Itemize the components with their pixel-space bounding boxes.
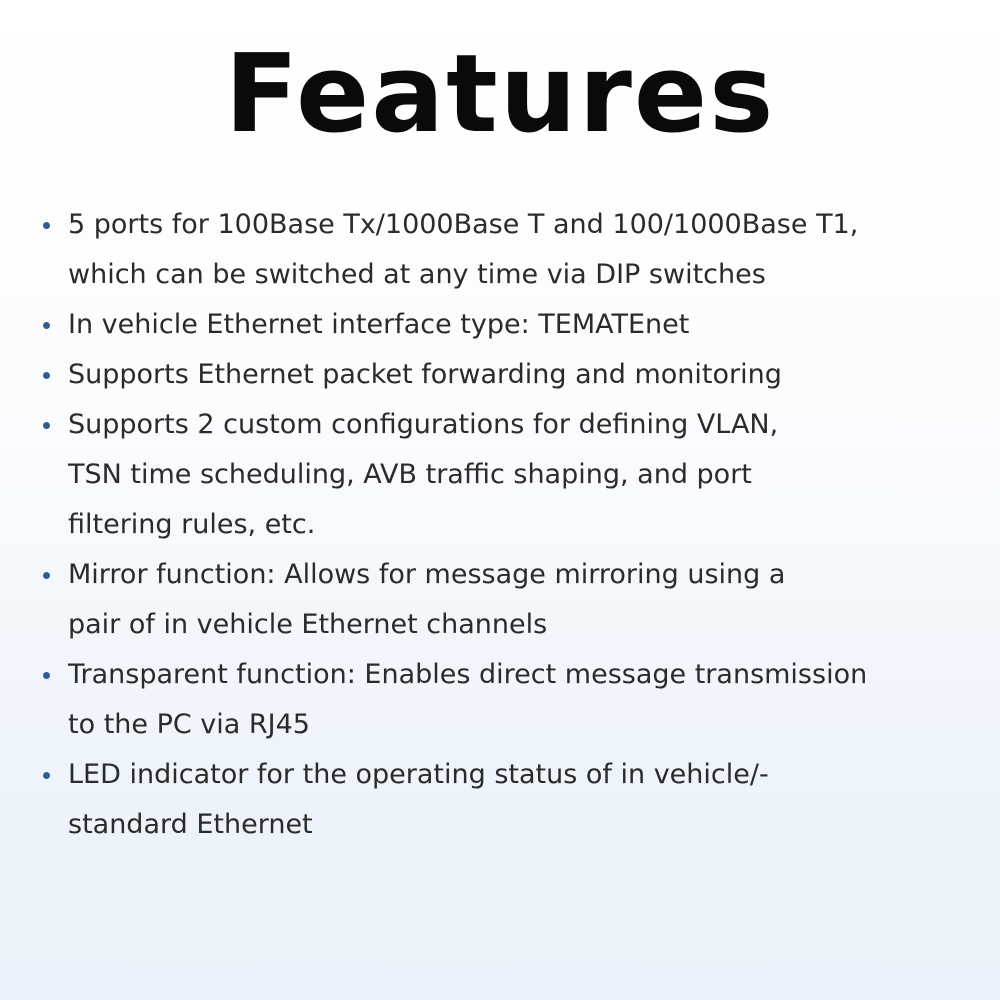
page-title: Features [224,32,776,157]
feature-text-line: filtering rules, etc. [68,509,316,540]
bullet-dot-icon [43,772,50,779]
feature-text-line: pair of in vehicle Ethernet channels [68,609,548,640]
feature-item [40,400,970,550]
bullet-dot-icon [43,372,50,379]
bullet-dot-icon [43,422,50,429]
feature-item [40,200,970,300]
bullet-dot-icon [43,572,50,579]
bullet-dot-icon [43,322,50,329]
features-list [40,200,970,850]
feature-text-line: Mirror function: Allows for message mirroring using a [68,559,786,590]
feature-text-line: standard Ethernet [68,809,313,840]
feature-text-line: TSN time scheduling, AVB traffic shaping, and port [68,459,752,490]
feature-text-line: Transparent function: Enables direct message transmission [68,659,868,690]
feature-text-line: Supports Ethernet packet forwarding and monitoring [68,359,782,390]
feature-text-line: Supports 2 custom configurations for defining VLAN, [68,409,779,440]
feature-text-line: which can be switched at any time via DIP switches [68,259,766,290]
bullet-dot-icon [43,222,50,229]
feature-item [40,650,970,750]
feature-item [40,300,970,350]
feature-text-line: 5 ports for 100Base Tx/1000Base T and 100/1000Base T1, [68,209,859,240]
feature-item [40,750,970,850]
feature-text-line: In vehicle Ethernet interface type: TEMATEnet [68,309,690,340]
feature-text-line: to the PC via RJ45 [68,709,310,740]
feature-text-line: LED indicator for the operating status of in vehicle/- [68,759,769,790]
feature-item [40,350,970,400]
feature-item [40,550,970,650]
bullet-dot-icon [43,672,50,679]
